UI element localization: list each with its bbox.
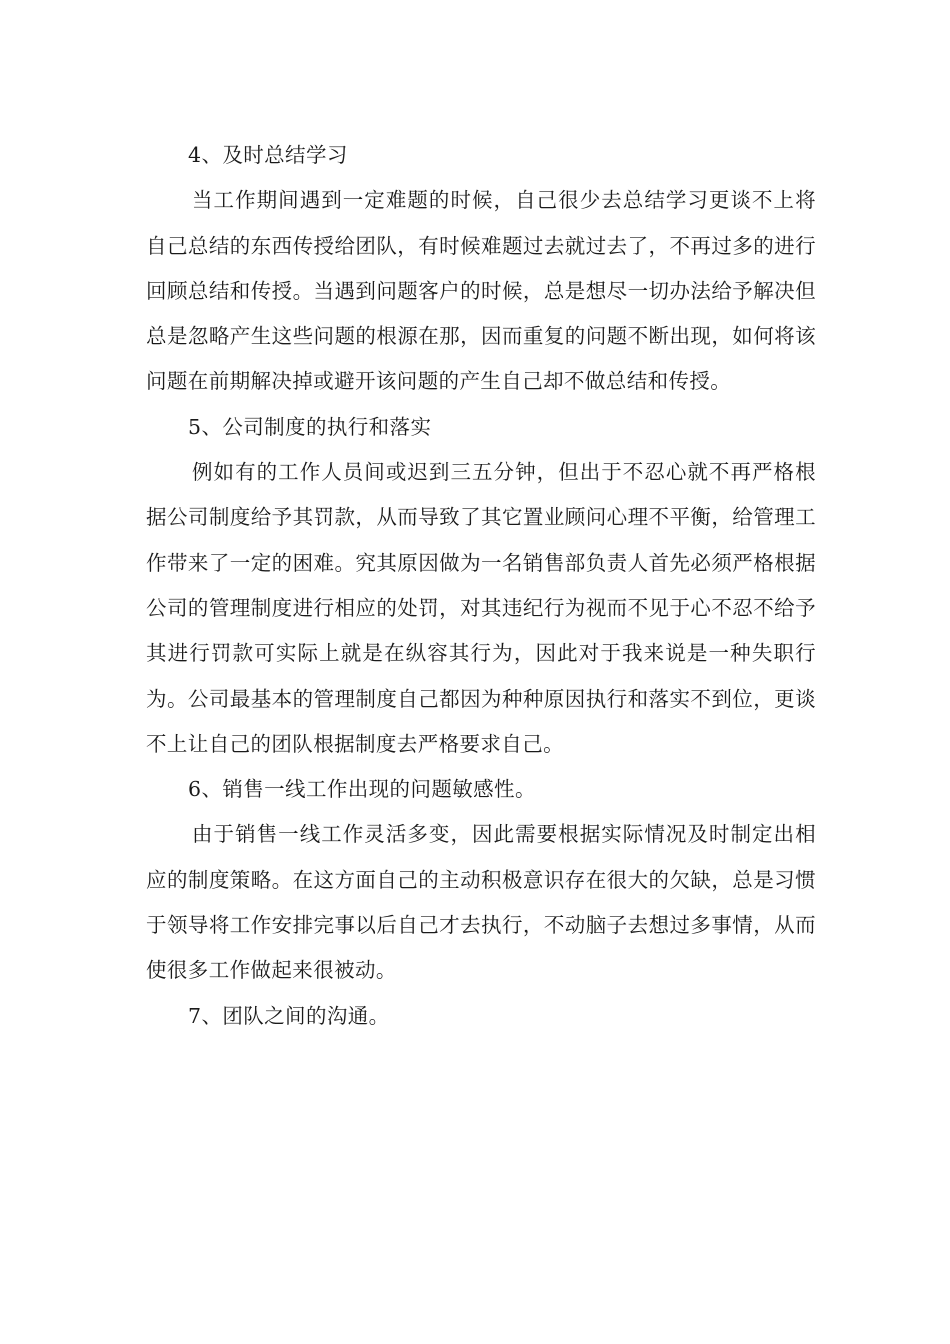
section-heading-7: 7、团队之间的沟通。 <box>188 1003 390 1028</box>
section-heading-6: 6、销售一线工作出现的问题敏感性。 <box>188 777 536 802</box>
section-paragraph-6: 由于销售一线工作灵活多变，因此需要根据实际情况及时制定出相应的制度策略。在这方面自己的主动积极意识存在很大的欠缺，总是习惯于领导将工作安排完事以后自己才去执行，不动脑子去想过多事情，从而使很多工作做起来很被动。 <box>146 822 816 983</box>
section-heading-5: 5、公司制度的执行和落实 <box>188 414 432 439</box>
section-paragraph-4: 当工作期间遇到一定难题的时候，自己很少去总结学习更谈不上将自己总结的东西传授给团队，有时候难题过去就过去了，不再过多的进行回顾总结和传授。当遇到问题客户的时候，总是想尽一切办法给予解决但总是忽略产生这些问题的根源在那，因而重复的问题不断出现，如何将该问题在前期解决掉或避开该问题的产生自己却不做总结和传授。 <box>146 188 816 394</box>
section-paragraph-5: 例如有的工作人员间或迟到三五分钟，但出于不忍心就不再严格根据公司制度给予其罚款，从而导致了其它置业顾问心理不平衡，给管理工作带来了一定的困难。究其原因做为一名销售部负责人首先必须严格根据公司的管理制度进行相应的处罚，对其违纪行为视而不见于心不忍不给予其进行罚款可实际上就是在纵容其行为，因此对于我来说是一种失职行为。公司最基本的管理制度自己都因为种种原因执行和落实不到位，更谈不上让自己的团队根据制度去严格要求自己。 <box>146 460 816 756</box>
section-heading-4: 4、及时总结学习 <box>188 143 348 167</box>
document-body <box>146 133 816 1039</box>
